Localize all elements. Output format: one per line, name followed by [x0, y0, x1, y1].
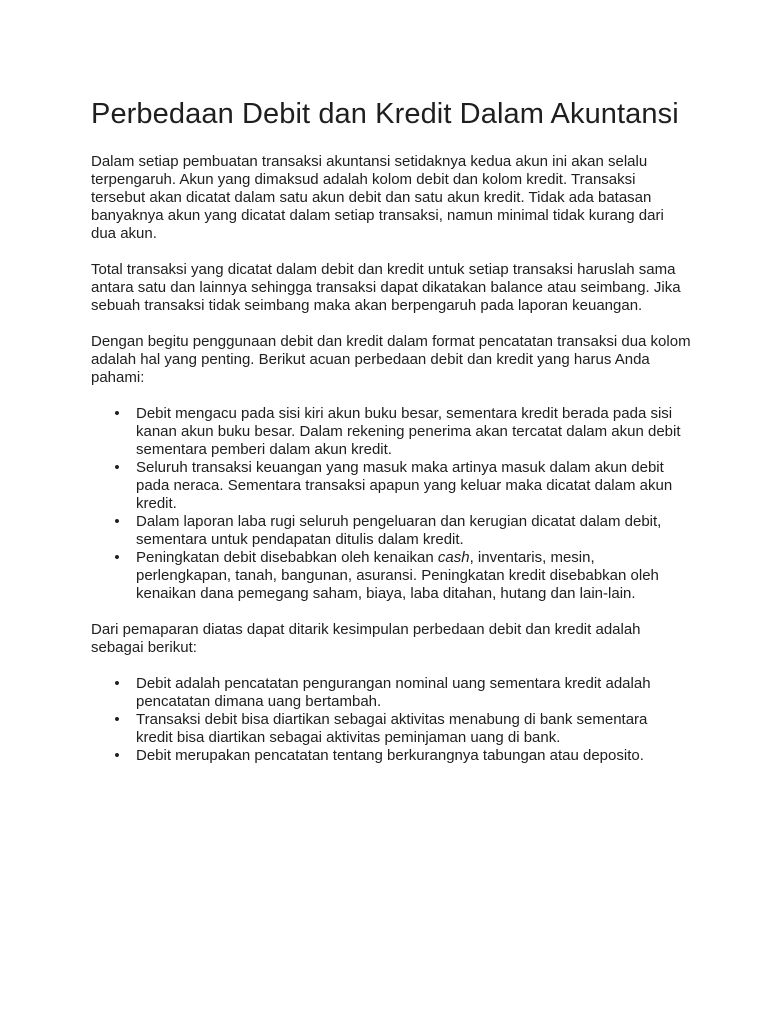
bullet-icon: •	[114, 549, 120, 566]
list-item-text: Transaksi debit bisa diartikan sebagai aktivitas menabung di bank sementara kredit bisa diartikan sebagai aktivitas peminjaman uang di bank.	[136, 711, 648, 746]
differences-list	[91, 405, 691, 603]
bullet-icon: •	[114, 405, 120, 422]
list-item-text: Seluruh transaksi keuangan yang masuk maka artinya masuk dalam akun debit pada neraca. Sementara transaksi apapun yang keluar maka dicatat dalam akun kredit.	[136, 459, 673, 512]
conclusion-list	[91, 675, 691, 765]
bullet-icon: •	[114, 675, 120, 692]
list-item-text: Debit mengacu pada sisi kiri akun buku besar, sementara kredit berada pada sisi kanan akun buku besar. Dalam rekening penerima akan tercatat dalam akun debit sementara pemberi dalam akun kredit.	[136, 405, 681, 458]
lead-in-paragraph: Dengan begitu penggunaan debit dan kredit dalam format pencatatan transaksi dua kolom adalah hal yang penting. Berikut acuan perbedaan debit dan kredit yang harus Anda pahami:	[91, 333, 691, 386]
intro-paragraph: Dalam setiap pembuatan transaksi akuntansi setidaknya kedua akun ini akan selalu terpengaruh. Akun yang dimaksud adalah kolom debit dan kolom kredit. Transaksi tersebut akan dicatat dalam satu akun debit dan satu akun kredit. Tidak ada batasan banyaknya akun yang dicatat dalam setiap transaksi, namun minimal tidak kurang dari dua akun.	[91, 153, 664, 242]
list-item	[91, 549, 681, 603]
list-item-text	[136, 549, 659, 602]
list-item-text: Dalam laporan laba rugi seluruh pengeluaran dan kerugian dicatat dalam debit, sementara untuk pendapatan ditulis dalam kredit.	[136, 513, 662, 548]
bullet-icon: •	[114, 459, 120, 476]
list-item	[91, 675, 681, 711]
list-item	[91, 405, 681, 459]
conclusion-paragraph: Dari pemaparan diatas dapat ditarik kesimpulan perbedaan debit dan kredit adalah sebagai berikut:	[91, 621, 641, 656]
list-item	[91, 513, 681, 549]
list-item	[91, 711, 681, 747]
list-item-text: Debit adalah pencatatan pengurangan nominal uang sementara kredit adalah pencatatan dimana uang bertambah.	[136, 675, 651, 710]
bullet-icon: •	[114, 513, 120, 530]
list-item-text: Debit merupakan pencatatan tentang berkurangnya tabungan atau deposito.	[136, 747, 644, 764]
document-page	[91, 96, 691, 765]
emphasis-text: cash	[437, 549, 470, 566]
list-item-text-part: Peningkatan debit disebabkan oleh kenaikan	[136, 549, 438, 566]
bullet-icon: •	[114, 747, 120, 764]
list-item	[91, 459, 681, 513]
list-item	[91, 747, 681, 765]
document-title: Perbedaan Debit dan Kredit Dalam Akuntansi	[91, 98, 679, 130]
list-item-text-part: , inventaris, mesin, perlengkapan, tanah, bangunan, asuransi. Peningkatan kredit disebabkan oleh kenaikan dana pemegang saham, biaya, laba ditahan, hutang dan lain-lain.	[136, 549, 659, 602]
balance-paragraph: Total transaksi yang dicatat dalam debit dan kredit untuk setiap transaksi haruslah sama antara satu dan lainnya sehingga transaksi dapat dikatakan balance atau seimbang. Jika sebuah transaksi tidak seimbang maka akan berpengaruh pada laporan keuangan.	[91, 261, 681, 314]
bullet-icon: •	[114, 711, 120, 728]
